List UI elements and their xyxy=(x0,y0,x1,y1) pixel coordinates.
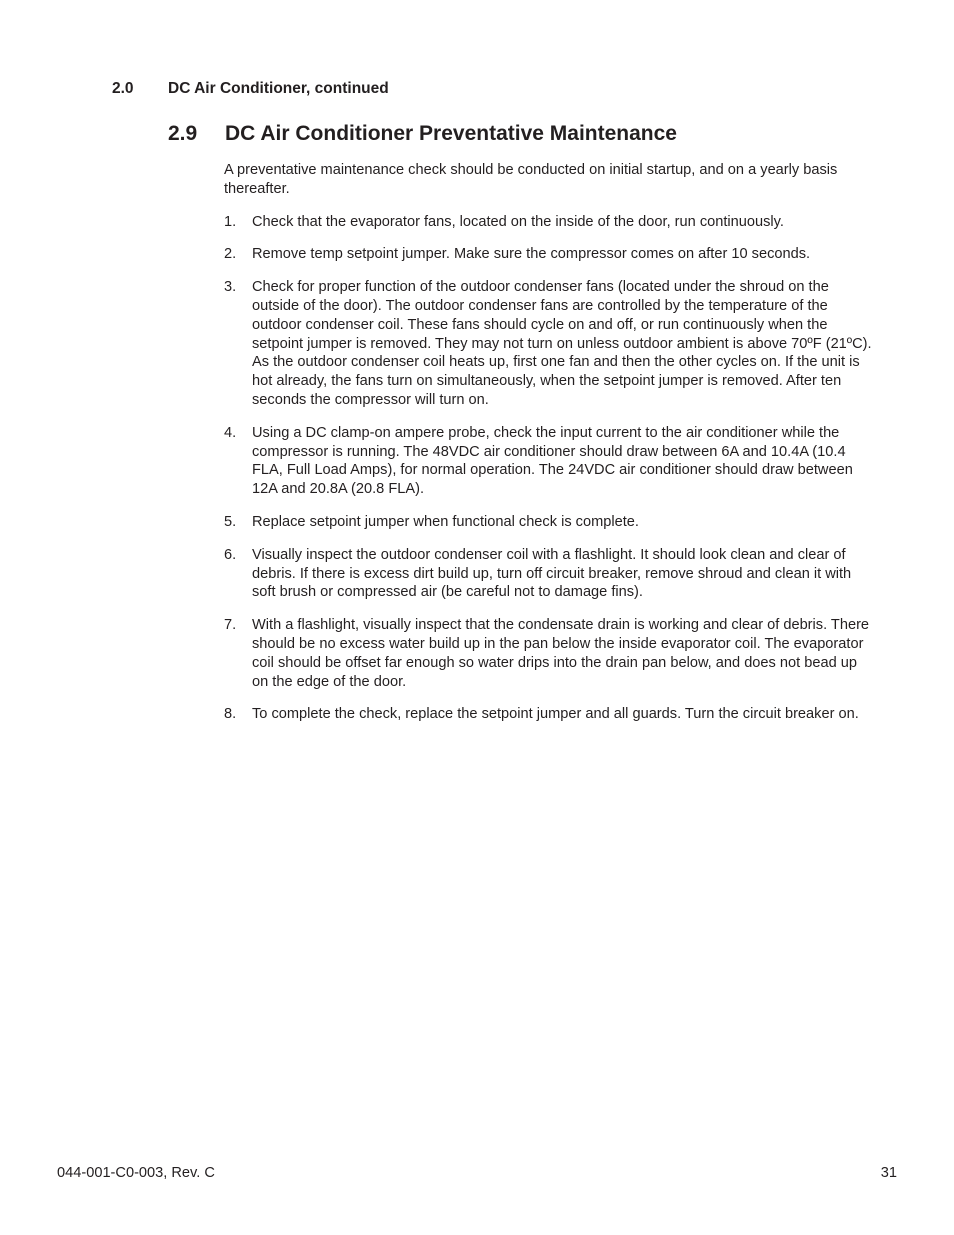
subsection-heading xyxy=(168,122,677,146)
step-text: Check for proper function of the outdoor condenser fans (located under the shroud on the outside of the door). The outdoor condenser fans are controlled by the temperature of the outdoor condenser coil. These fans should cycle on and off, or run continuously when the setpoint jumper is removed. They may not turn on unless outdoor ambient is above 70ºF (21ºC). As the outdoor condenser coil heats up, first one fan and then the other cycles on. If the unit is hot already, the fans turn on simultaneously, when the setpoint jumper is removed. After ten seconds the compressor will turn on. xyxy=(252,279,872,408)
step-text: To complete the check, replace the setpoint jumper and all guards. Turn the circuit breaker on. xyxy=(252,706,859,723)
step-text: Check that the evaporator fans, located on the inside of the door, run continuously. xyxy=(252,213,784,230)
step-number: 2. xyxy=(224,246,237,263)
footer-doc-number: 044-001-C0-003, Rev. C xyxy=(57,1165,215,1181)
subsection-title: DC Air Conditioner Preventative Maintenance xyxy=(225,122,677,145)
list-item xyxy=(224,546,872,602)
intro-paragraph: A preventative maintenance check should be conducted on initial startup, and on a yearly basis thereafter. xyxy=(224,162,838,197)
step-number: 3. xyxy=(224,279,237,296)
step-text: Using a DC clamp-on ampere probe, check the input current to the air conditioner while the compressor is running. The 48VDC air conditioner should draw between 6A and 10.4A (10.4 FLA, Full Load Amps), for normal operation. The 24VDC air conditioner should draw between 12A and 20.8A (20.8 FLA). xyxy=(252,424,853,498)
list-item xyxy=(224,213,872,232)
main-content xyxy=(224,161,872,738)
step-text: Remove temp setpoint jumper. Make sure the compressor comes on after 10 seconds. xyxy=(252,246,811,263)
step-text: With a flashlight, visually inspect that the condensate drain is working and clear of debris. There should be no excess water build up in the pan below the inside evaporator coil. The evaporator coil should be offset far enough so water drips into the drain pan below, and does not bead up on the edge of the door. xyxy=(252,617,870,690)
footer-page-number: 31 xyxy=(880,1165,897,1181)
step-number: 4. xyxy=(224,424,237,441)
step-number: 8. xyxy=(224,706,237,723)
list-item xyxy=(224,424,872,499)
step-number: 5. xyxy=(224,513,237,530)
step-text: Visually inspect the outdoor condenser coil with a flashlight. It should look clean and clear of debris. If there is excess dirt build up, turn off circuit breaker, remove shroud and clean it with soft brush or compressed air (be careful not to damage fins). xyxy=(252,546,852,601)
step-number: 1. xyxy=(224,213,237,230)
subsection-number: 2.9 xyxy=(168,122,198,145)
maintenance-steps-list xyxy=(224,213,872,725)
step-number: 6. xyxy=(224,546,237,563)
list-item xyxy=(224,245,872,264)
list-item xyxy=(224,616,872,691)
section-header xyxy=(112,80,389,98)
section-title: DC Air Conditioner, continued xyxy=(168,80,389,97)
list-item xyxy=(224,278,872,410)
list-item xyxy=(224,705,872,724)
section-number: 2.0 xyxy=(112,80,134,97)
list-item xyxy=(224,513,872,532)
step-number: 7. xyxy=(224,617,237,634)
step-text: Replace setpoint jumper when functional check is complete. xyxy=(252,513,639,530)
